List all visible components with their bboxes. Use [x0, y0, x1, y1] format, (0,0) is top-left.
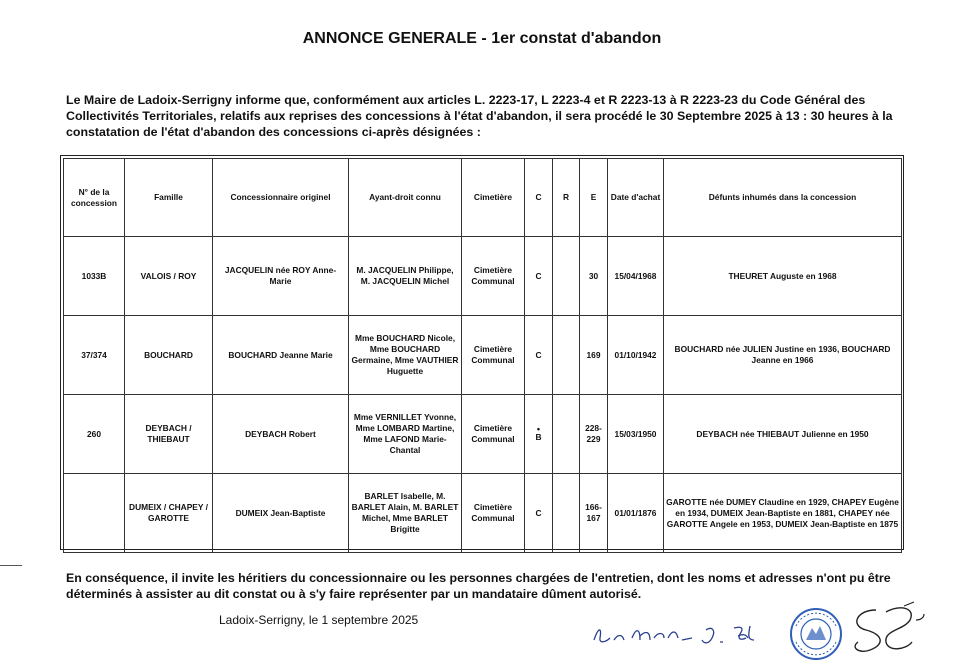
cell-c: C — [525, 237, 553, 316]
cell-concession-number — [64, 474, 125, 553]
cell-r — [553, 474, 580, 553]
cell-defunts: BOUCHARD née JULIEN Justine en 1936, BOUCHARD Jeanne en 1966 — [664, 316, 902, 395]
concessions-table-frame — [60, 155, 904, 550]
cell-r — [553, 395, 580, 474]
table-header-row — [64, 159, 902, 237]
header-ayant-droit: Ayant-droit connu — [349, 159, 462, 237]
cell-cimetiere: Cimetière Communal — [462, 395, 525, 474]
table-row — [64, 474, 902, 553]
header-defunts: Défunts inhumés dans la concession — [664, 159, 902, 237]
header-concessionnaire: Concessionnaire originel — [213, 159, 349, 237]
cell-c: C — [525, 316, 553, 395]
page-title: ANNONCE GENERALE - 1er constat d'abandon — [302, 30, 662, 47]
cell-famille: DEYBACH / THIEBAUT — [125, 395, 213, 474]
cell-concessionnaire: DUMEIX Jean-Baptiste — [213, 474, 349, 553]
cell-e: 169 — [580, 316, 608, 395]
intro-paragraph: Le Maire de Ladoix-Serrigny informe que, conformément aux articles L. 2223-17, L 2223-4 et R 2223-13 à R 2223-23 du Code Général des Collectivités Territoriales, relatifs aux reprises des concessions à l'état d'abandon, il sera procédé le 30 Septembre 2025 à 13 : 30 heures à la constatation de l'état d'abandon des concessions ci-après désignées : — [66, 93, 893, 139]
cell-ayant-droit: M. JACQUELIN Philippe, M. JACQUELIN Michel — [349, 237, 462, 316]
cell-defunts: THEURET Auguste en 1968 — [664, 237, 902, 316]
cell-concession-number: 260 — [64, 395, 125, 474]
cell-e: 228-229 — [580, 395, 608, 474]
margin-mark — [0, 565, 22, 566]
dot-mark: • — [536, 423, 541, 434]
cell-concessionnaire: JACQUELIN née ROY Anne-Marie — [213, 237, 349, 316]
header-r: R — [553, 159, 580, 237]
cell-defunts: DEYBACH née THIEBAUT Julienne en 1950 — [664, 395, 902, 474]
cell-r — [553, 316, 580, 395]
cell-date-achat: 15/04/1968 — [608, 237, 664, 316]
cell-cimetiere: Cimetière Communal — [462, 237, 525, 316]
header-concession-number: N° de la concession — [64, 159, 125, 237]
cell-r — [553, 237, 580, 316]
mayor-signature — [588, 618, 768, 654]
second-signature — [846, 600, 926, 660]
cell-famille: VALOIS / ROY — [125, 237, 213, 316]
cell-concession-number: 37/374 — [64, 316, 125, 395]
place-date: Ladoix-Serrigny, le 1 septembre 2025 — [219, 613, 419, 627]
cell-e: 30 — [580, 237, 608, 316]
header-famille: Famille — [125, 159, 213, 237]
table-row — [64, 395, 902, 474]
cell-ayant-droit: Mme BOUCHARD Nicole, Mme BOUCHARD Germaine, Mme VAUTHIER Huguette — [349, 316, 462, 395]
table-row — [64, 316, 902, 395]
cell-cimetiere: Cimetière Communal — [462, 474, 525, 553]
cell-ayant-droit: Mme VERNILLET Yvonne, Mme LOMBARD Martine, Mme LAFOND Marie-Chantal — [349, 395, 462, 474]
table-row — [64, 237, 902, 316]
header-date-achat: Date d'achat — [608, 159, 664, 237]
header-cimetiere: Cimetière — [462, 159, 525, 237]
footer-paragraph: En conséquence, il invite les héritiers du concessionnaire ou les personnes chargées de l'entretien, dont les noms et adresses n'ont pu être déterminés à assister au dit constat ou à s'y faire représenter par un mandataire dûment autorisé. — [66, 571, 891, 601]
cell-date-achat: 01/01/1876 — [608, 474, 664, 553]
cell-famille: DUMEIX / CHAPEY / GAROTTE — [125, 474, 213, 553]
cell-c: C — [525, 474, 553, 553]
concessions-table — [63, 158, 902, 553]
cell-c — [525, 395, 553, 474]
cell-c-value: B — [535, 431, 542, 442]
town-hall-stamp — [788, 604, 844, 664]
cell-concessionnaire: BOUCHARD Jeanne Marie — [213, 316, 349, 395]
cell-concessionnaire: DEYBACH Robert — [213, 395, 349, 474]
cell-cimetiere: Cimetière Communal — [462, 316, 525, 395]
cell-defunts: GAROTTE née DUMEY Claudine en 1929, CHAPEY Eugène en 1934, DUMEIX Jean-Baptiste en 1881, CHAPEY née GAROTTE Angele en 1953, DUMEIX Jean-Baptiste en 1875 — [664, 474, 902, 553]
header-e: E — [580, 159, 608, 237]
cell-ayant-droit: BARLET Isabelle, M. BARLET Alain, M. BARLET Michel, Mme BARLET Brigitte — [349, 474, 462, 553]
cell-date-achat: 01/10/1942 — [608, 316, 664, 395]
header-c: C — [525, 159, 553, 237]
cell-concession-number: 1033B — [64, 237, 125, 316]
cell-famille: BOUCHARD — [125, 316, 213, 395]
cell-date-achat: 15/03/1950 — [608, 395, 664, 474]
cell-e: 166-167 — [580, 474, 608, 553]
